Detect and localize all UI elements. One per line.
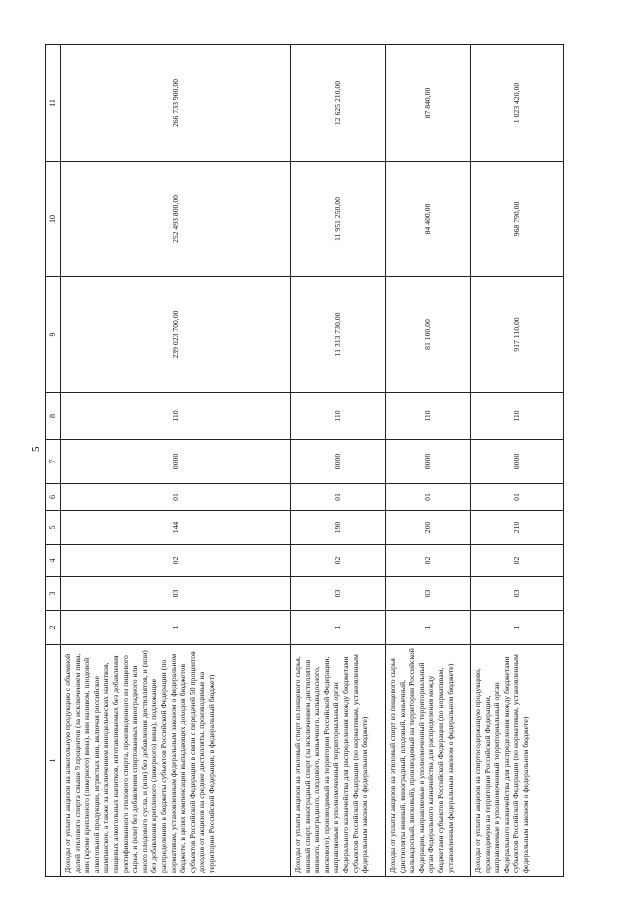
revenue-name-cell: Доходы от уплаты акцизов на спиртосодержащую продукцию, производимую на территории Российской Федерации, направляемые в уполномоченный территориальный орган Федерального казначейства для распределения между бюджетами субъектов Российской Федерации (по нормативам, установленным федеральным законом о федеральном бюджете) [471, 645, 564, 877]
code-cell-6: 01 [61, 484, 291, 511]
amount-cell-11: 266 733 900,00 [61, 45, 291, 162]
revenue-table [45, 44, 564, 877]
rotated-table-container [45, 45, 562, 877]
amount-cell-10: 11 951 250,00 [291, 162, 386, 277]
code-cell-7: 0000 [386, 440, 471, 484]
amount-cell-11: 87 840,00 [386, 45, 471, 162]
code-cell-7: 0000 [471, 440, 564, 484]
col-header-9: 9 [46, 277, 61, 393]
col-header-1: 1 [46, 645, 61, 877]
col-header-10: 10 [46, 162, 61, 277]
revenue-name-cell: Доходы от уплаты акцизов на этиловый спирт из пищевого сырья (дистилляты винный, виноградный, плодовый, коньячный, кальвадосный, висковый), производимый на территории Российской Федерации, направляемые в уполномоченный территориальный орган Федерального казначейства для распределения между бюджетами субъектов Российской Федерации (по нормативам, установленным федеральным законом о федеральном бюджете) [386, 645, 471, 877]
code-cell-4: 02 [386, 545, 471, 577]
code-cell-2: 1 [386, 611, 471, 645]
code-cell-4: 02 [471, 545, 564, 577]
amount-cell-11: 1 023 420,00 [471, 45, 564, 162]
code-cell-5: 210 [471, 511, 564, 545]
code-cell-7: 0000 [291, 440, 386, 484]
amount-cell-11: 12 625 210,00 [291, 45, 386, 162]
code-cell-5: 200 [386, 511, 471, 545]
code-cell-6: 01 [291, 484, 386, 511]
col-header-11: 11 [46, 45, 61, 162]
table-row [386, 45, 471, 877]
revenue-name-cell: Доходы от уплаты акцизов на этиловый спирт из пищевого сырья, винный спирт, виноградный спирт (за исключением дистиллятов винного, виноградного, плодового, коньячного, кальвадосного, вискового), производимый на территории Российской Федерации, направляемые в уполномоченный территориальный орган Федерального казначейства для распределения между бюджетами субъектов Российской Федерации (по нормативам, установленным федеральным законом о федеральном бюджете) [291, 645, 386, 877]
col-header-4: 4 [46, 545, 61, 577]
code-cell-6: 01 [471, 484, 564, 511]
table-row [471, 45, 564, 877]
amount-cell-10: 968 790,00 [471, 162, 564, 277]
amount-cell-9: 917 110,00 [471, 277, 564, 393]
col-header-5: 5 [46, 511, 61, 545]
amount-cell-9: 81 100,00 [386, 277, 471, 393]
code-cell-5: 144 [61, 511, 291, 545]
code-cell-3: 03 [386, 577, 471, 611]
code-cell-7: 0000 [61, 440, 291, 484]
code-cell-8: 110 [291, 393, 386, 440]
code-cell-8: 110 [471, 393, 564, 440]
col-header-3: 3 [46, 577, 61, 611]
amount-cell-9: 239 023 700,00 [61, 277, 291, 393]
col-header-2: 2 [46, 611, 61, 645]
code-cell-3: 03 [291, 577, 386, 611]
header-row [46, 45, 61, 877]
col-header-6: 6 [46, 484, 61, 511]
col-header-7: 7 [46, 440, 61, 484]
amount-cell-10: 252 493 800,00 [61, 162, 291, 277]
revenue-name-cell: Доходы от уплаты акцизов на алкогольную продукцию с объемной долей этилового спирта свыше 9 процентов (за исключением пива, вин (кроме крепленого (ликерного) вина), вин наливом, плодовой алкогольной продукции, игристых вин, включая российское шампанское, а также за исключением винодельческих напитков, пищевых алкогольных напитков, изготавливаемых без добавления ректификованного этилового спирта, произведенного из пищевого сырья, и (или) без добавления спиртованных виноградного или иного плодового сусла, и (или) без добавления дистиллятов, и (или) без добавления крепленого (ликерного) вина), подлежащие распределению в бюджеты субъектов Российской Федерации (по нормативам, установленным федеральным законом о федеральном бюджете, в целях компенсации выпадающих доходов бюджетов субъектов Российской Федерации в связи с передачей 50 процентов доходов от акцизов на среднее дистилляты, производимые на территории Российской Федерации, в федеральный бюджет) [61, 645, 291, 877]
code-cell-8: 110 [386, 393, 471, 440]
page-number: 5 [30, 446, 42, 452]
code-cell-2: 1 [471, 611, 564, 645]
code-cell-3: 03 [61, 577, 291, 611]
code-cell-6: 01 [386, 484, 471, 511]
amount-cell-9: 11 313 730,00 [291, 277, 386, 393]
code-cell-4: 02 [61, 545, 291, 577]
code-cell-8: 110 [61, 393, 291, 440]
table-row [291, 45, 386, 877]
amount-cell-10: 84 400,00 [386, 162, 471, 277]
code-cell-4: 02 [291, 545, 386, 577]
table-row [61, 45, 291, 877]
code-cell-3: 03 [471, 577, 564, 611]
col-header-8: 8 [46, 393, 61, 440]
code-cell-5: 190 [291, 511, 386, 545]
code-cell-2: 1 [291, 611, 386, 645]
code-cell-2: 1 [61, 611, 291, 645]
